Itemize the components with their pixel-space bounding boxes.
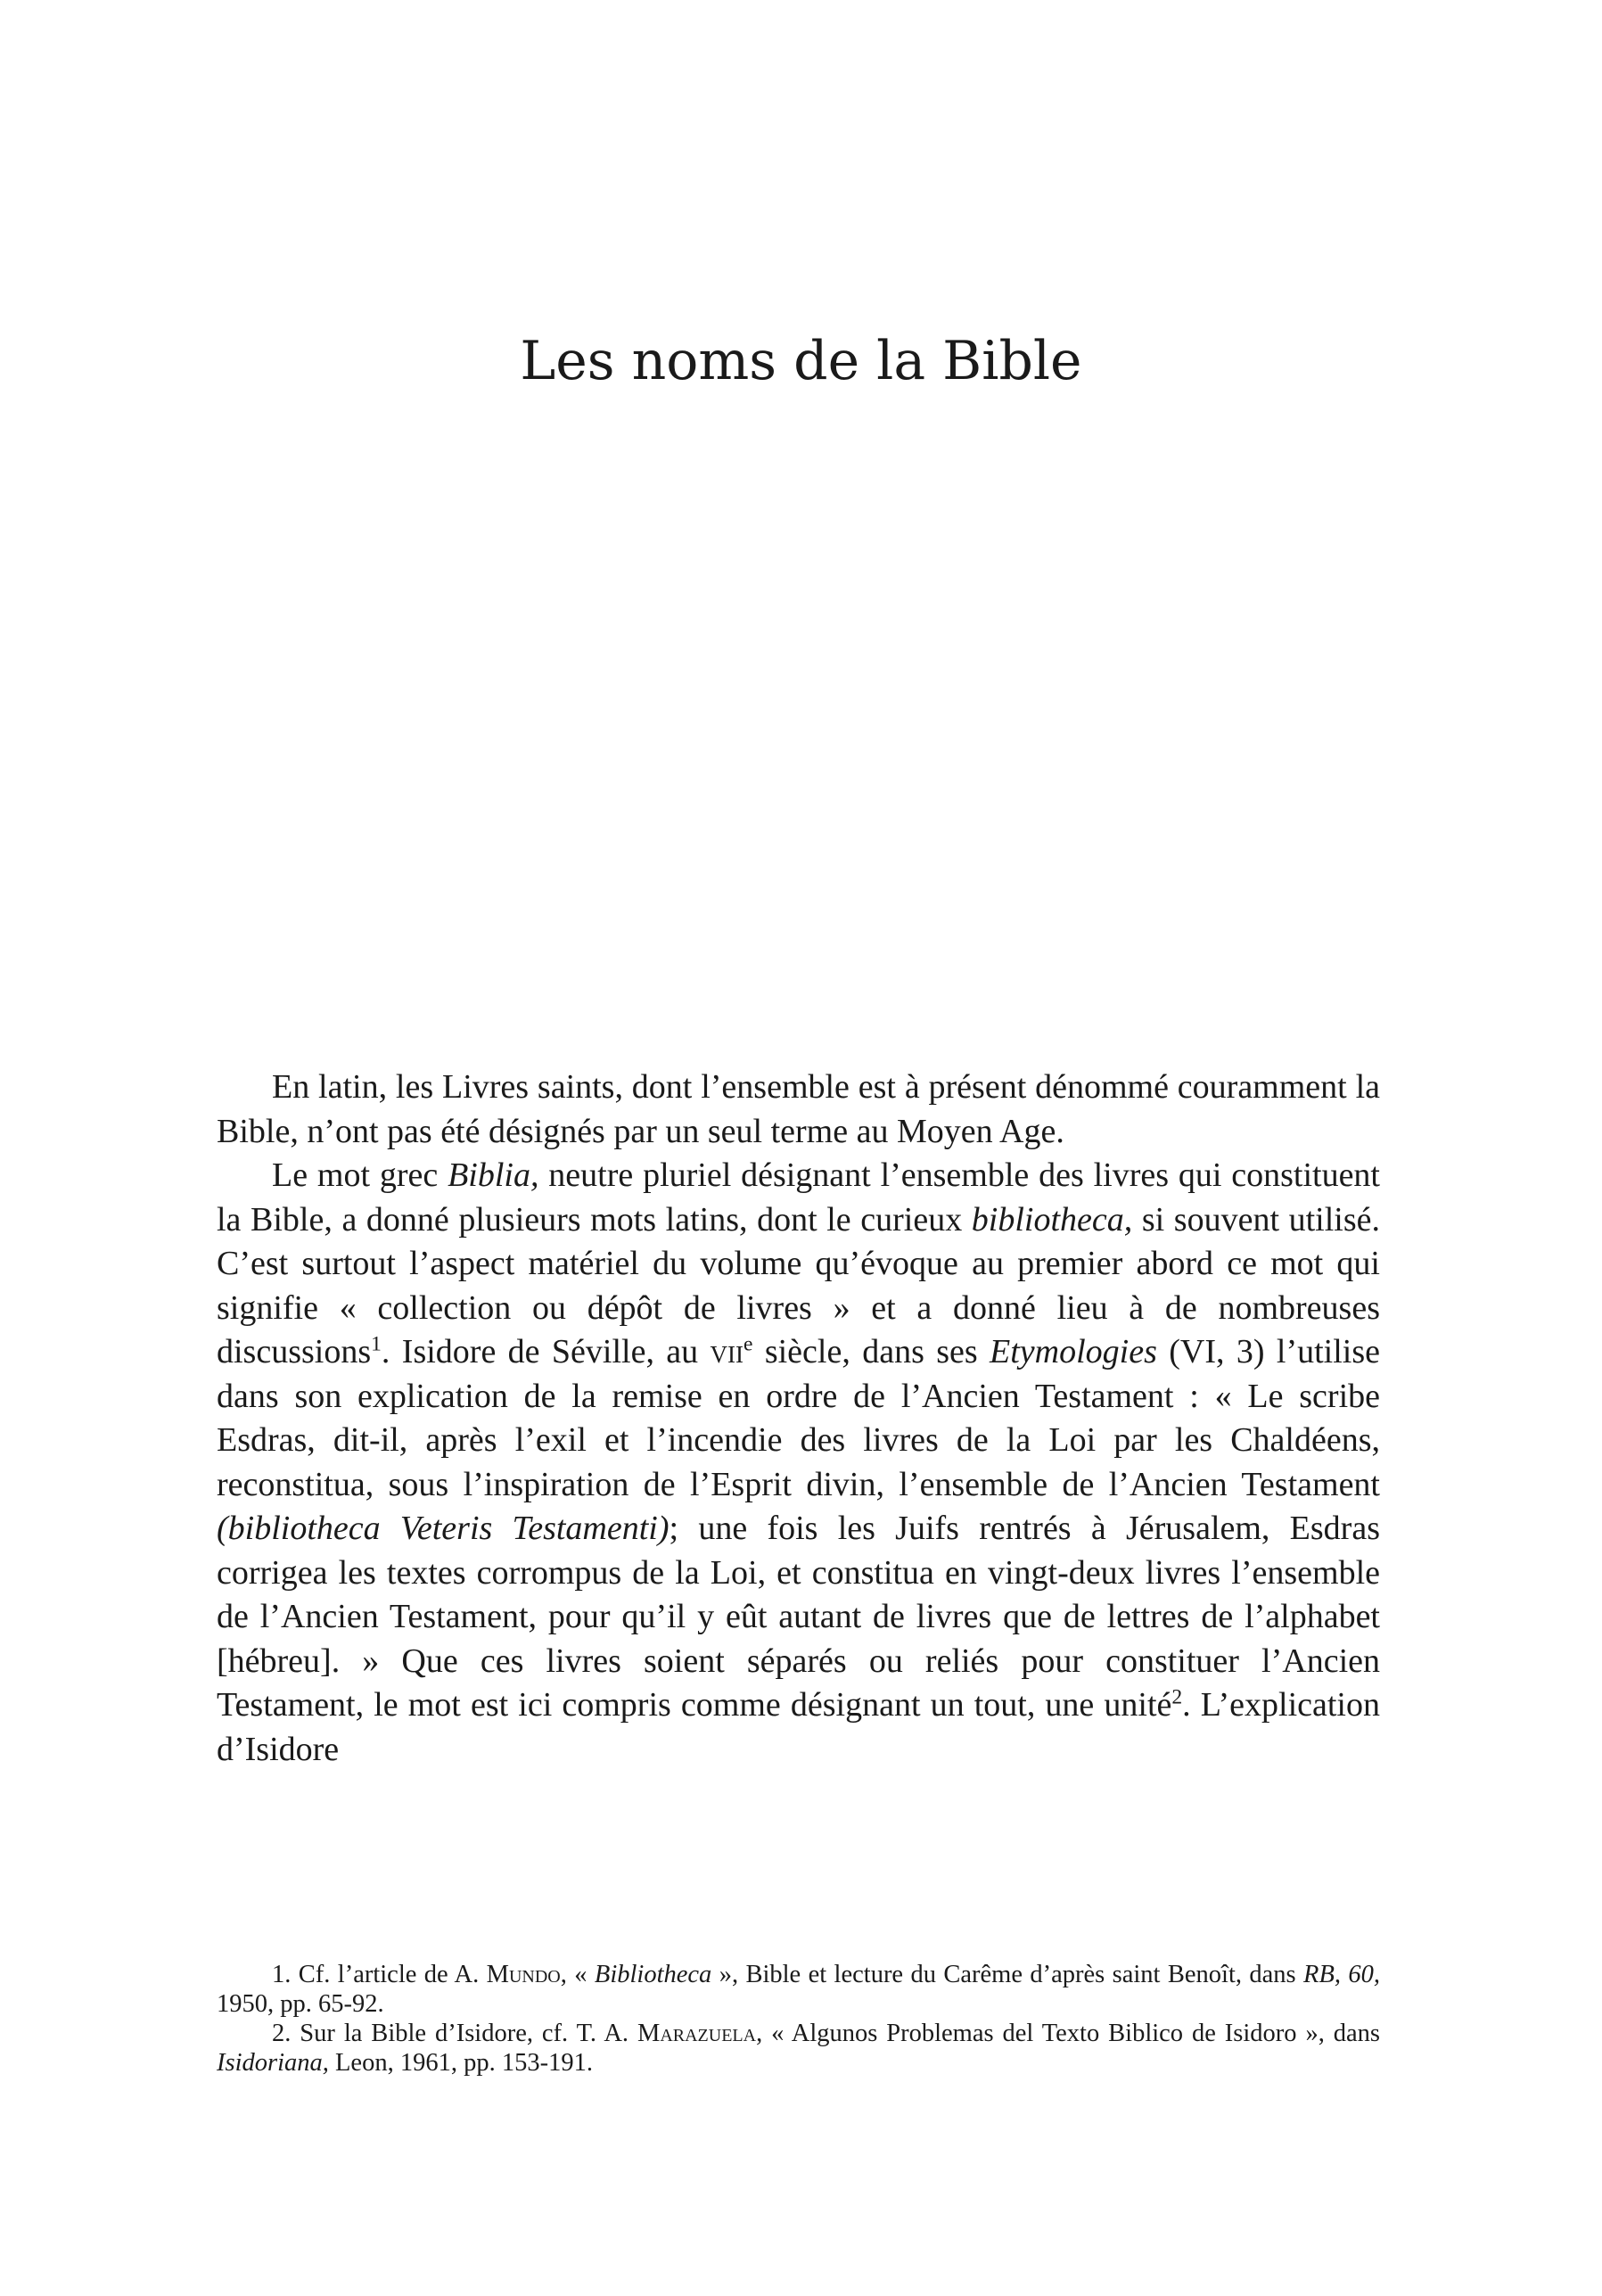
footnote-number: 1. bbox=[272, 1961, 292, 1988]
text-span: si souvent utilisé. C’est surtout l’aspect matériel du volume qu’évoque au premier abord ce mot qui signifie « collection ou dépôt de livres » et a donné lieu à de nombreuses discussions bbox=[217, 1200, 1380, 1370]
text-span: Leon, 1961, pp. 153-191. bbox=[328, 2049, 593, 2077]
text-span: . Isidore de Séville, au bbox=[381, 1333, 711, 1370]
text-span: ; une fois les Juifs rentrés à Jérusalem, Esdras corrigea les textes corrompus de la Loi, et constitua en vingt-deux livres l’ensemble de l’Ancien Testament, pour qu’il y eût autant de livres que de lettres de l’alphabet [hébreu]. » Que ces livres soient séparés ou reliés pour constituer l’Ancien Testament, le mot est ici compris comme désignant un tout, une unité bbox=[217, 1510, 1380, 1724]
text-span: (VI, 3) l’utilise dans son explication de la remise en ordre de l’Ancien Testament : « Le scribe Esdras, dit-il, après l’exil et l’incendie des livres de la Loi par les Chaldéens, reconstitua, sous l’inspiration de l’Esprit divin, l’ensemble de l’Ancien Testament bbox=[217, 1333, 1380, 1503]
footnote-ref: 1 bbox=[371, 1332, 382, 1356]
text-span: . L’explication d’Isidore bbox=[217, 1686, 1380, 1768]
italic-title: Bibliotheca bbox=[594, 1961, 712, 1988]
text-span: siècle, dans ses bbox=[752, 1333, 990, 1370]
italic-volume: 60, bbox=[1348, 1961, 1381, 1988]
footnotes bbox=[217, 1960, 1380, 2078]
text-span: », Bible et lecture du Carême d’après saint Benoît, dans bbox=[711, 1961, 1304, 1988]
italic-term: Biblia, bbox=[448, 1156, 539, 1194]
footnote-number: 2. bbox=[272, 2020, 292, 2047]
italic-title: Etymologies bbox=[990, 1333, 1157, 1370]
text-span: , « Algunos Problemas del Texto Biblico de Isidoro », dans bbox=[756, 2020, 1381, 2047]
italic-title: RB, bbox=[1303, 1961, 1341, 1988]
author-name: Marazuela bbox=[637, 2020, 757, 2047]
text-span: Sur la Bible d’Isidore, cf. T. A. bbox=[291, 2020, 637, 2047]
paragraph-1: En latin, les Livres saints, dont l’ensemble est à présent dénommé couramment la Bible, n’ont pas été désignés par un seul terme au Moyen Age. bbox=[217, 1068, 1380, 1150]
italic-term: bibliotheca, bbox=[971, 1200, 1133, 1239]
text-span: 1950, pp. 65-92. bbox=[217, 1990, 384, 2018]
century-numeral: vii bbox=[710, 1333, 744, 1370]
footnote-2 bbox=[217, 2019, 1380, 2078]
body-text bbox=[217, 1066, 1380, 1772]
paragraph-2 bbox=[217, 1154, 1380, 1772]
text-span: , « bbox=[560, 1961, 595, 1988]
text-span: Cf. l’article de A. bbox=[291, 1961, 487, 1988]
italic-term: (bibliotheca Veteris Testamenti) bbox=[217, 1510, 670, 1547]
footnote-ref: 2 bbox=[1171, 1685, 1183, 1709]
century-suffix: e bbox=[743, 1332, 753, 1356]
chapter-title: Les noms de la Bible bbox=[520, 330, 1082, 392]
author-name: Mundo bbox=[486, 1961, 561, 1988]
italic-title: Isidoriana, bbox=[217, 2049, 329, 2077]
footnote-1 bbox=[217, 1960, 1380, 2019]
text-span: Le mot grec bbox=[272, 1156, 448, 1194]
text-span: neutre pluriel désignant l’ensemble des livres qui constituent la Bible, a donné plusieurs mots latins, dont le curieux bbox=[217, 1156, 1380, 1239]
